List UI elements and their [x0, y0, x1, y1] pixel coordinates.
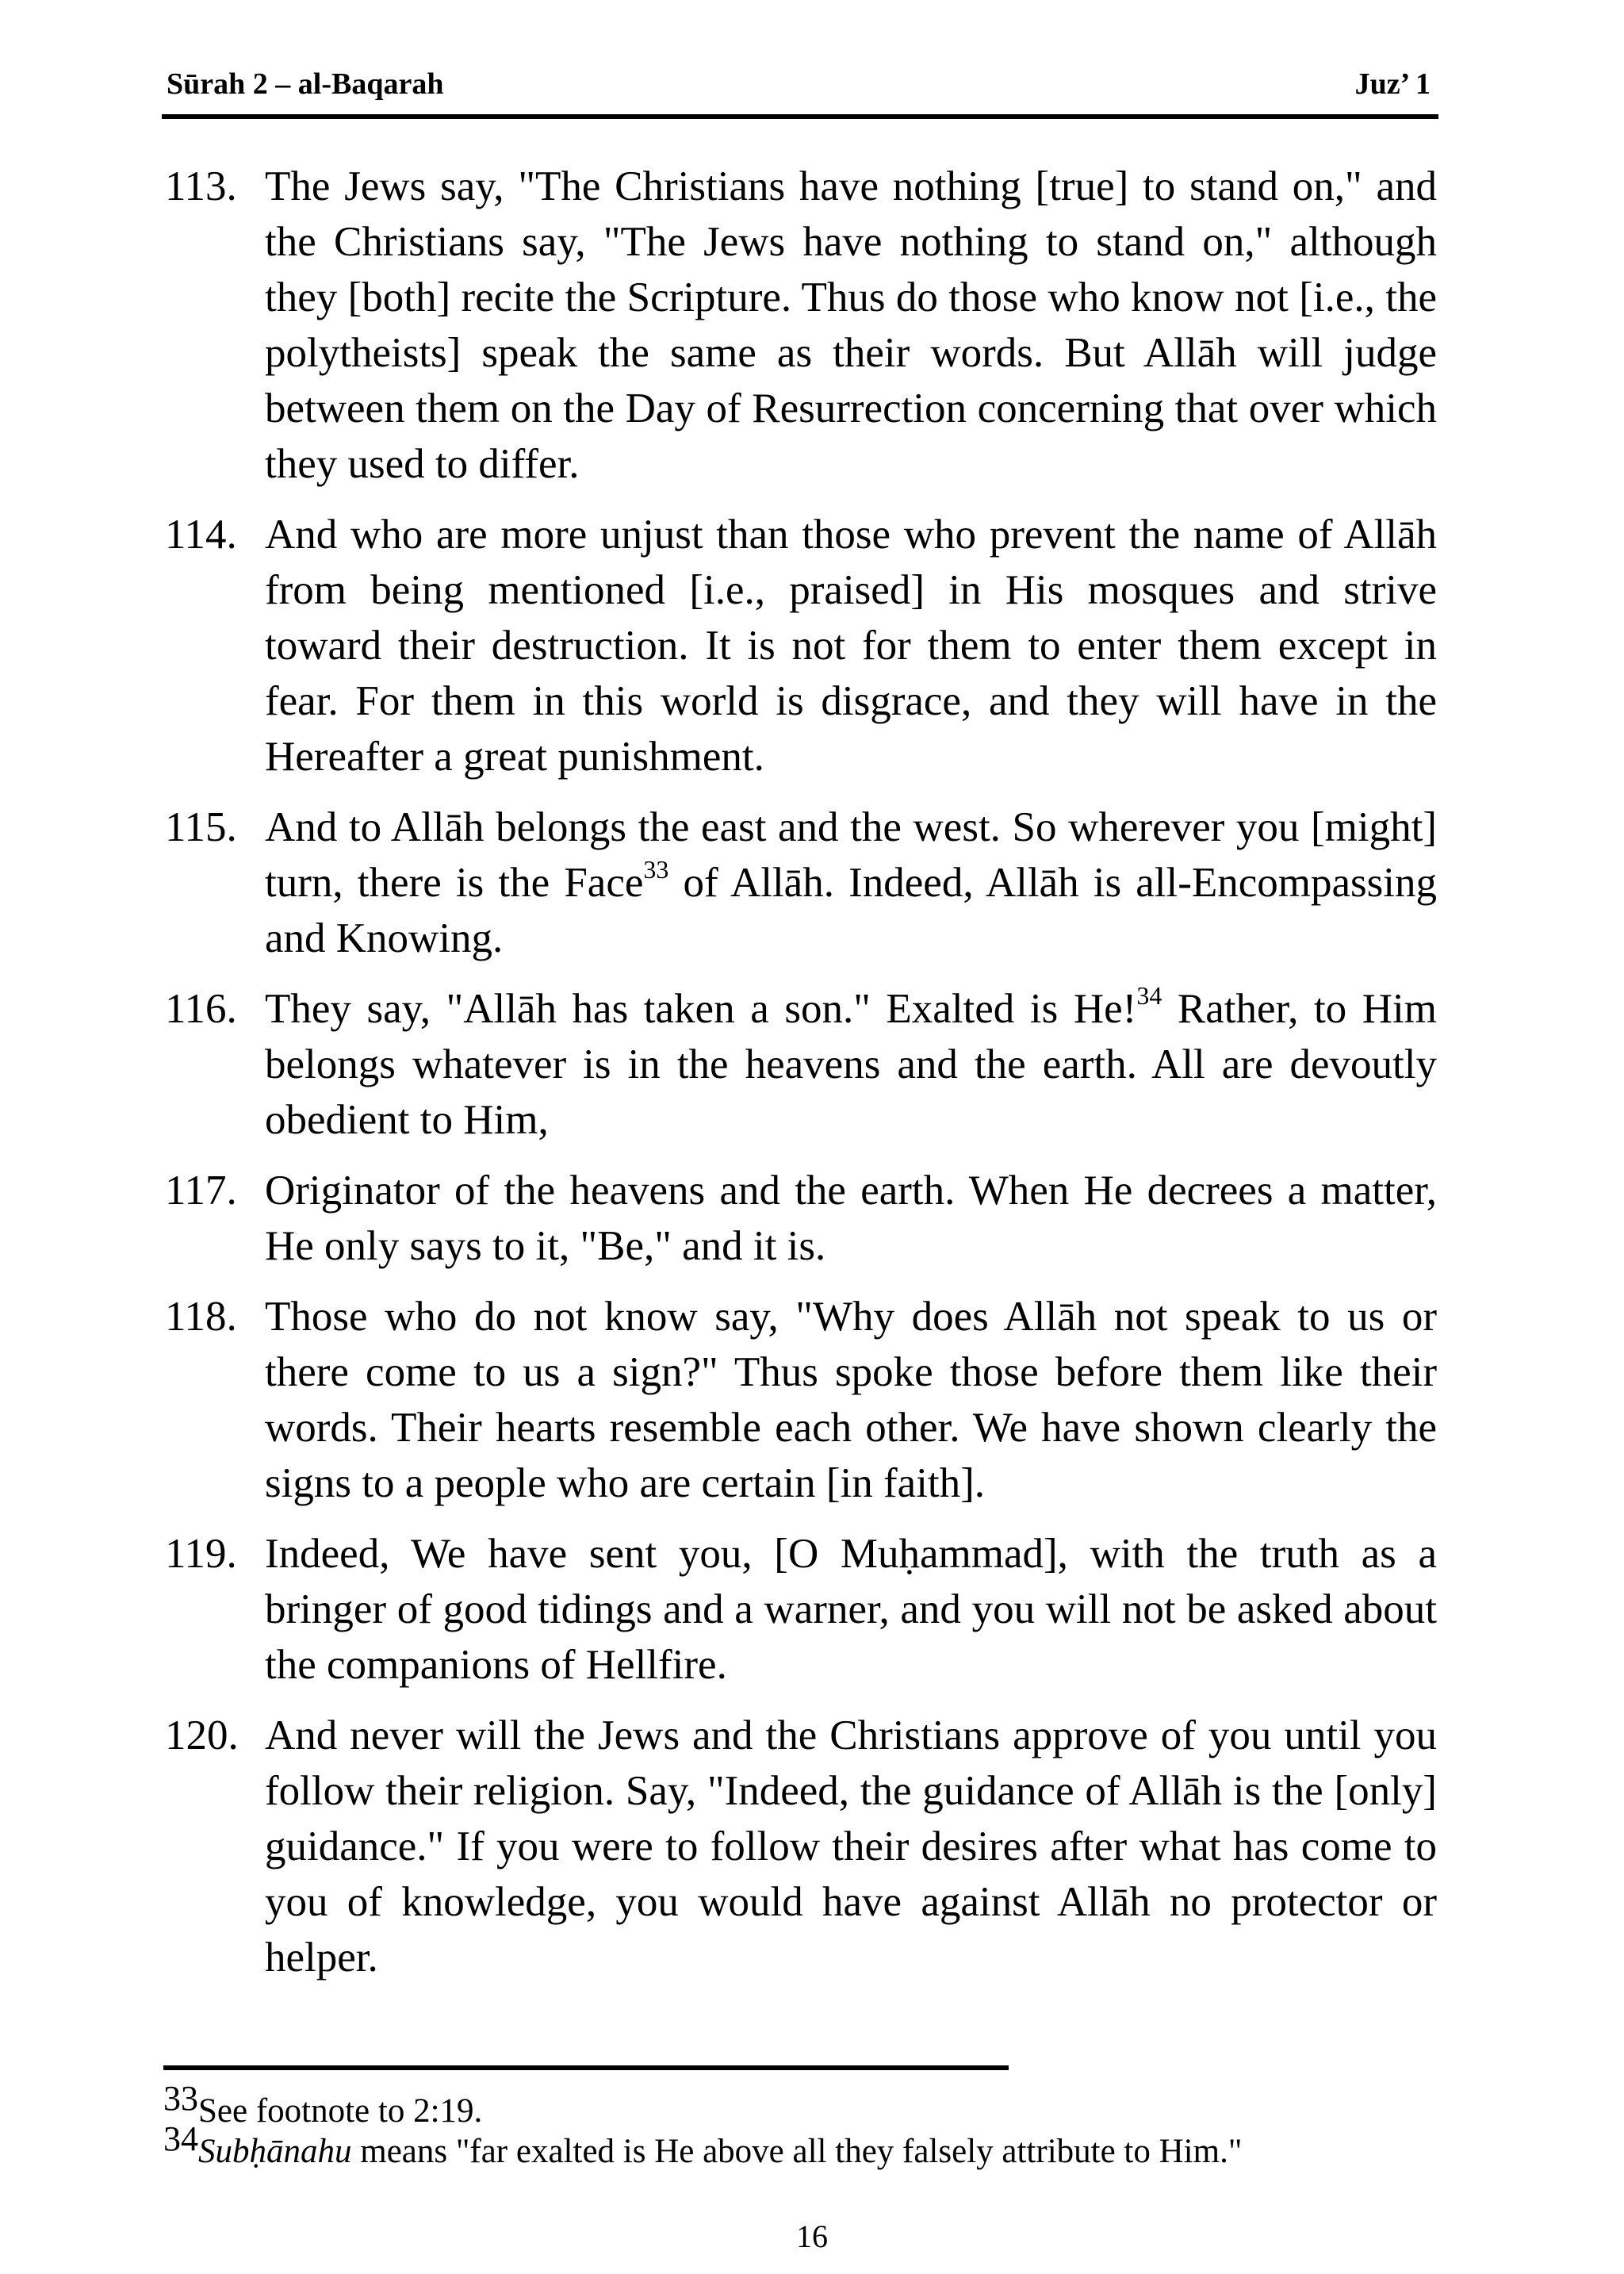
verse-number: 118.	[165, 1294, 237, 1340]
page-number: 16	[796, 2218, 828, 2254]
verse-number: 119.	[165, 1531, 237, 1577]
footnote-rule	[163, 2065, 1009, 2070]
footnote-text: means "far exalted is He above all they falsely attribute to Him."	[351, 2133, 1243, 2170]
footnote-ref-34[interactable]: 34	[1136, 980, 1162, 1010]
verse-text: Indeed, We have sent you, [O Muḥammad], with the truth as a bringer of good tidings and a warner, and you will not be asked about the companions of Hellfire.	[265, 1531, 1437, 1688]
header-rule	[162, 114, 1438, 119]
verse-list	[165, 159, 1437, 2000]
footnote-number: 33	[163, 2079, 198, 2118]
verse-116	[165, 981, 1437, 1148]
verse-113	[165, 159, 1437, 492]
verse-text: The Jews say, "The Christians have nothing [true] to stand on," and the Christians say, "The Jews have nothing to stand on," although they [both] recite the Scripture. Thus do those who know not [i.e., the polytheists] speak the same as their words. But Allāh will judge between them on the Day of Resurrection concerning that over which they used to differ.	[265, 163, 1437, 487]
verse-text	[265, 800, 1437, 966]
verse-number: 116.	[165, 986, 237, 1032]
verse-115	[165, 800, 1437, 966]
verse-number: 113.	[165, 163, 237, 209]
footnote-italic-term: Subḥānahu	[198, 2133, 352, 2170]
footnote-33	[163, 2079, 1472, 2131]
verse-number: 117.	[165, 1168, 237, 1214]
verse-number: 120.	[165, 1712, 239, 1758]
verse-text: Originator of the heavens and the earth. When He decrees a matter, He only says to it, "Be," and it is.	[265, 1168, 1437, 1269]
verse-text-part: And to Allāh belongs the east and the west. So wherever you [might] turn, there is the Face	[265, 804, 1437, 906]
verse-text: And who are more unjust than those who prevent the name of Allāh from being mentioned [i.e., praised] in His mosques and strive toward their destruction. It is not for them to enter them except in fear. For them in this world is disgrace, and they will have in the Hereafter a great punishment.	[265, 512, 1437, 780]
verse-114	[165, 507, 1437, 784]
verse-number: 115.	[165, 804, 237, 850]
verse-text: Those who do not know say, "Why does Allāh not speak to us or there come to us a sign?" Thus spoke those before them like their words. Their hearts resemble each other. We have shown clearly the signs to a people who are certain [in faith].	[265, 1294, 1437, 1506]
verse-119	[165, 1526, 1437, 1693]
footnotes	[163, 2079, 1472, 2172]
verse-text-part: They say, "Allāh has taken a son." Exalted is He!	[265, 986, 1137, 1032]
verse-120	[165, 1708, 1437, 1985]
verse-number: 114.	[165, 512, 237, 558]
surah-title: Sūrah 2 – al-Baqarah	[167, 67, 444, 101]
footnote-text: See footnote to 2:19.	[198, 2092, 483, 2130]
footnote-ref-33[interactable]: 33	[643, 854, 669, 884]
verse-text: And never will the Jews and the Christians approve of you until you follow their religion. Say, "Indeed, the guidance of Allāh is the [only] guidance." If you were to follow their desires after what has come to you of knowledge, you would have against Allāh no protector or helper.	[265, 1712, 1437, 1981]
juz-label: Juz’ 1	[1354, 67, 1431, 101]
footnote-number: 34	[163, 2119, 198, 2158]
running-header	[163, 67, 1437, 106]
verse-text-part: of Allāh. Indeed, Allāh is all-Encompassing and Knowing.	[265, 860, 1438, 961]
verse-118	[165, 1289, 1437, 1511]
verse-117	[165, 1163, 1437, 1274]
verse-text-part: Rather, to Him belongs whatever is in the heavens and the earth. All are devoutly obedient to Him,	[265, 986, 1437, 1143]
footnote-34	[163, 2119, 1472, 2172]
verse-text	[265, 981, 1437, 1148]
